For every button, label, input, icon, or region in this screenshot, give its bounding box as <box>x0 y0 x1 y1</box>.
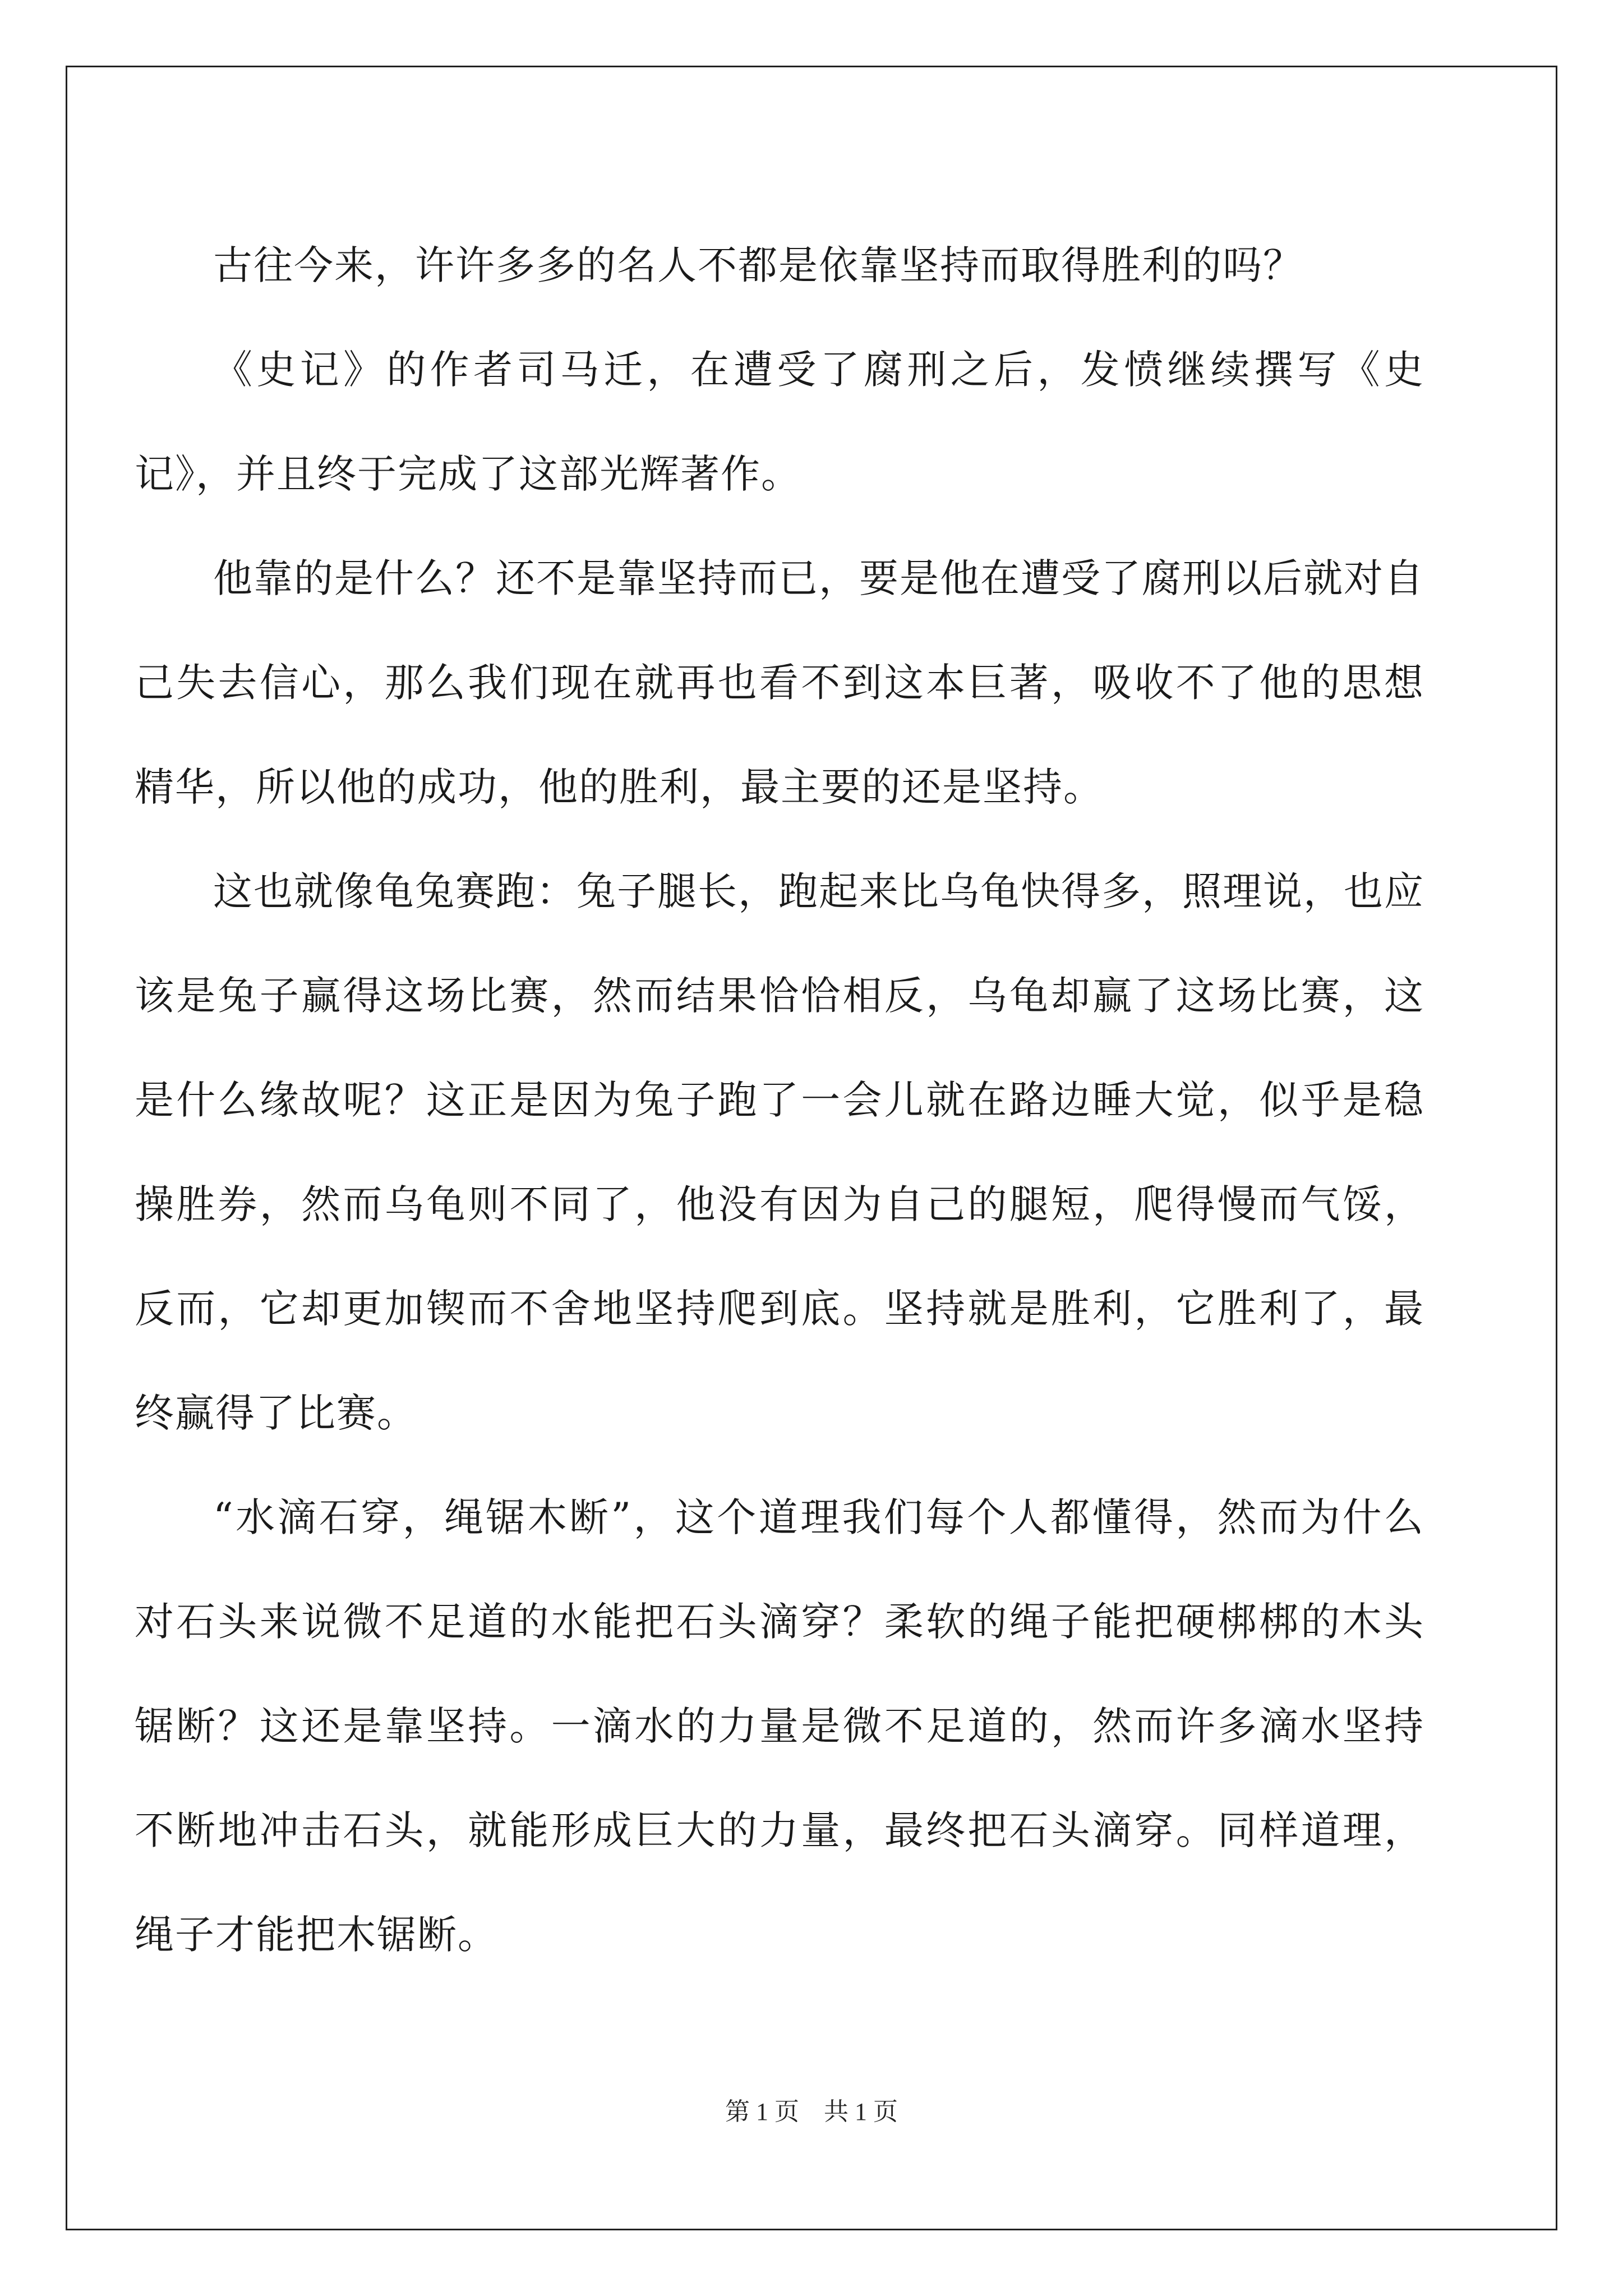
document-body <box>135 213 1424 1987</box>
paragraph: 古往今来，许许多多的名人不都是依靠坚持而取得胜利的吗？ <box>213 242 1303 288</box>
paragraph: “水滴石穿，绳锯木断”，这个道理我们每个人都懂得，然而为什么对石头来说微不足道的水能把石头滴穿？柔软的绳子能把硬梆梆的木头锯断？这还是靠坚持。一滴水的力量是微不足道的，然而许多滴水坚持不断地冲击石头，就能形成巨大的力量，最终把石头滴穿。同样道理，绳子才能把木锯断。 <box>135 1494 1424 1958</box>
paragraph: 他靠的是什么？还不是靠坚持而已，要是他在遭受了腐刑以后就对自己失去信心，那么我们现在就再也看不到这本巨著，吸收不了他的思想精华，所以他的成功，他的胜利，最主要的还是坚持。 <box>135 555 1424 810</box>
paragraph: 这也就像龟兔赛跑：兔子腿长，跑起来比乌龟快得多，照理说，也应该是兔子赢得这场比赛，然而结果恰恰相反，乌龟却赢了这场比赛，这是什么缘故呢？这正是因为兔子跑了一会儿就在路边睡大觉，似乎是稳操胜券，然而乌龟则不同了，他没有因为自己的腿短，爬得慢而气馁，反而，它却更加锲而不舍地坚持爬到底。坚持就是胜利，它胜利了，最终赢得了比赛。 <box>135 868 1424 1436</box>
page-number-footer: 第 1 页 共 1 页 <box>725 2098 898 2125</box>
paragraph: 《史记》的作者司马迁，在遭受了腐刑之后，发愤继续撰写《史记》，并且终于完成了这部光辉著作。 <box>135 347 1424 497</box>
